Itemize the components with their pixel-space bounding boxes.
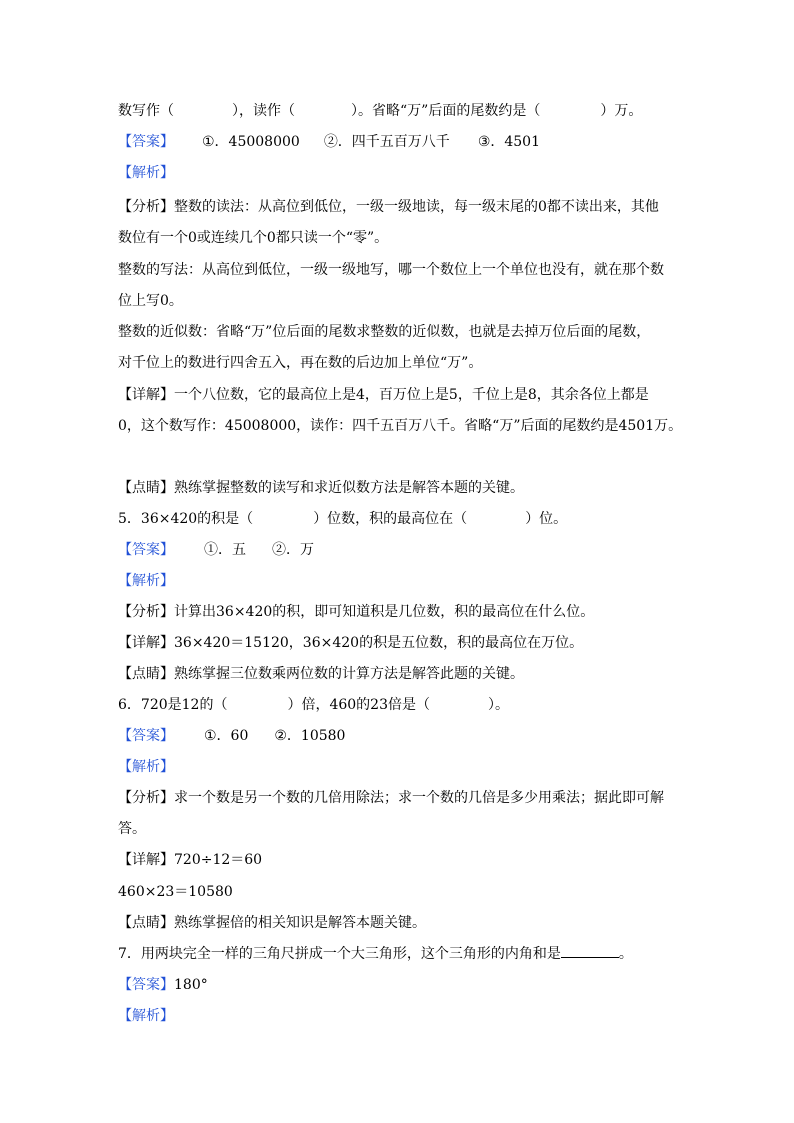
- text: 720÷12＝60: [174, 852, 263, 868]
- answer-value: 180°: [174, 977, 208, 993]
- text: ）万。: [600, 103, 643, 119]
- analysis-paragraph: 数位有一个0或连续几个0都只读一个“零”。: [118, 230, 389, 246]
- key-point: [118, 664, 524, 684]
- text: ）位数，积的最高位在（: [313, 511, 468, 527]
- text: ）位。: [525, 511, 568, 527]
- answer-value: ①．45008000: [202, 134, 300, 150]
- analysis-paragraph: 位上写0。: [118, 293, 183, 309]
- text: ），读作（: [232, 103, 295, 119]
- text: 5．36×420的积是（: [118, 511, 254, 527]
- text: 求一个数是另一个数的几倍用除法；求一个数的几倍是多少用乘法；据此即可解: [174, 790, 664, 806]
- answer-label: 【答案】: [118, 134, 174, 150]
- key-point-label: 【点睛】: [118, 480, 174, 496]
- text: 熟练掌握三位数乘两位数的计算方法是解答此题的关键。: [174, 666, 524, 682]
- text: 熟练掌握倍的相关知识是解答本题关键。: [174, 915, 426, 931]
- answer-blank: [561, 944, 619, 958]
- answer-label: 【答案】: [118, 977, 174, 993]
- answer-7: [118, 975, 208, 995]
- key-point: [118, 478, 524, 498]
- detail-label: 【详解】: [118, 635, 174, 651]
- analysis-paragraph: 对千位上的数进行四舍五入，再在数的后边加上单位“万”。: [118, 355, 483, 371]
- analysis-heading: 【解析】: [118, 759, 174, 775]
- text: 熟练掌握整数的读写和求近似数方法是解答本题的关键。: [174, 480, 524, 496]
- detail-paragraph: 0，这个数写作：45008000，读作：四千五百万八千。省略“万”后面的尾数约是4501万。: [118, 418, 683, 434]
- answer-value: ②．四千五百万八千: [323, 134, 450, 150]
- question-5: [118, 509, 567, 529]
- analysis-label: 【分析】: [118, 604, 174, 620]
- answer-value: ①．五: [204, 542, 246, 558]
- answer-label: 【答案】: [118, 542, 174, 558]
- text: 。: [618, 946, 633, 962]
- text: 一个八位数，它的最高位上是4，百万位上是5，千位上是8，其余各位上都是: [174, 387, 649, 403]
- text: 计算出36×420的积，即可知道积是几位数，积的最高位在什么位。: [174, 604, 595, 620]
- text: ）。: [488, 697, 509, 713]
- answer-6: [118, 726, 345, 746]
- answer-value: ③．4501: [477, 134, 540, 150]
- text: 数写作（: [118, 103, 174, 119]
- analysis-heading: 【解析】: [118, 1008, 174, 1024]
- answer-label: 【答案】: [118, 728, 174, 744]
- analysis-heading: 【解析】: [118, 165, 174, 181]
- answer-value: ②．万: [272, 542, 314, 558]
- detail-paragraph: 460×23＝10580: [118, 884, 233, 900]
- analysis-paragraph: 答。: [118, 821, 146, 837]
- key-point-label: 【点睛】: [118, 666, 174, 682]
- analysis-paragraph: [118, 197, 659, 217]
- answer-5: [118, 540, 314, 560]
- key-point-label: 【点睛】: [118, 915, 174, 931]
- text: 整数的读法：从高位到低位，一级一级地读，每一级末尾的0都不读出来，其他: [174, 199, 659, 215]
- analysis-paragraph: 整数的写法：从高位到低位，一级一级地写，哪一个数位上一个单位也没有，就在那个数: [118, 262, 664, 278]
- answer-value: ②．10580: [274, 728, 346, 744]
- text: 7．用两块完全一样的三角尺拼成一个大三角形，这个三角形的内角和是: [118, 946, 561, 962]
- analysis-label: 【分析】: [118, 199, 174, 215]
- question-4-tail: [118, 101, 642, 121]
- question-7: [118, 944, 633, 964]
- text: ）。省略“万”后面的尾数约是（: [351, 103, 541, 119]
- analysis-paragraph: 整数的近似数：省略“万”位后面的尾数求整数的近似数，也就是去掉万位后面的尾数，: [118, 324, 651, 340]
- text: 36×420＝15120，36×420的积是五位数，积的最高位在万位。: [174, 635, 584, 651]
- text: ）倍，460的23倍是（: [287, 697, 430, 713]
- analysis-paragraph: [118, 602, 594, 622]
- question-6: [118, 695, 509, 715]
- answer-value: ①．60: [204, 728, 249, 744]
- detail-paragraph: [118, 633, 583, 653]
- text: 6．720是12的（: [118, 697, 228, 713]
- answer-4: [118, 132, 540, 152]
- analysis-paragraph: [118, 788, 664, 808]
- detail-paragraph: [118, 385, 649, 405]
- analysis-label: 【分析】: [118, 790, 174, 806]
- detail-label: 【详解】: [118, 852, 174, 868]
- detail-paragraph: [118, 850, 262, 870]
- analysis-heading: 【解析】: [118, 573, 174, 589]
- detail-label: 【详解】: [118, 387, 174, 403]
- key-point: [118, 913, 426, 933]
